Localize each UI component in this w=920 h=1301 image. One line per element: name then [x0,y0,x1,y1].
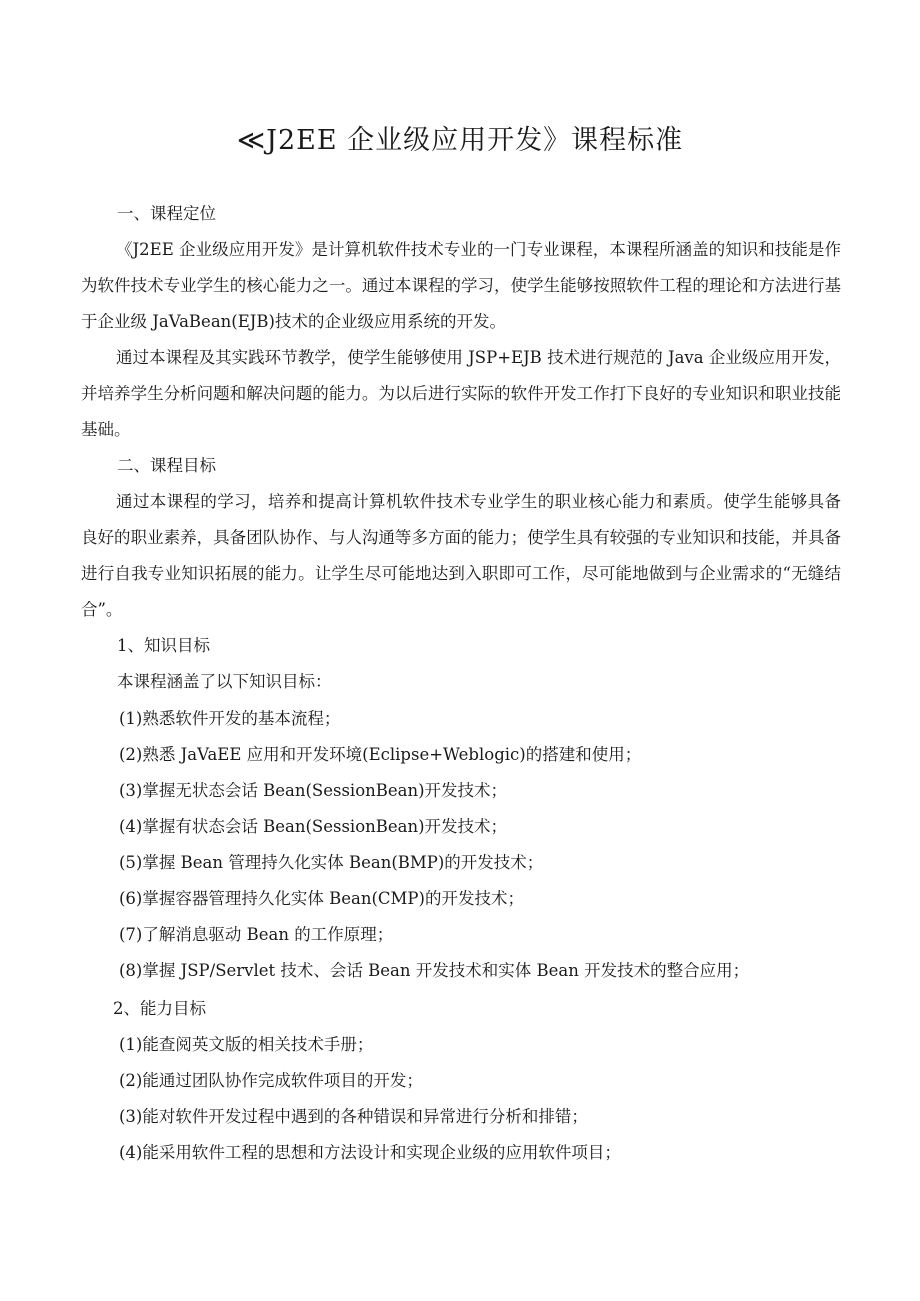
knowledge-heading: 1、知识目标 [117,636,210,655]
knowledge-item: (5)掌握 Bean 管理持久化实体 Bean(BMP)的开发技术； [119,853,544,872]
knowledge-item: (7)了解消息驱动 Bean 的工作原理； [119,925,394,944]
objectives-paragraph: 通过本课程的学习，培养和提高计算机软件技术专业学生的职业核心能力和素质。使学生能够具备良好的职业素养，具备团队协作、与人沟通等多方面的能力；使学生具有较强的专业知识和技能，并具备进行自我专业知识拓展的能力。让学生尽可能地达到入职即可工作，尽可能地做到与企业需求的“无缝结合”。 [81,492,841,619]
knowledge-item: (6)掌握容器管理持久化实体 Bean(CMP)的开发技术； [119,889,524,908]
positioning-paragraph-1: 《J2EE 企业级应用开发》是计算机软件技术专业的一门专业课程，本课程所涵盖的知识和技能是作为软件技术专业学生的核心能力之一。通过本课程的学习，使学生能够按照软件工程的理论和方法进行基于企业级 JaVaBean(EJB)技术的企业级应用系统的开发。 [81,240,841,331]
knowledge-item: (4)掌握有状态会话 Bean(SessionBean)开发技术； [119,817,508,836]
knowledge-item: (1)熟悉软件开发的基本流程； [119,709,341,728]
ability-item: (4)能采用软件工程的思想和方法设计和实现企业级的应用软件项目； [119,1143,621,1162]
section-heading-objectives: 二、课程目标 [117,456,216,475]
knowledge-item: (2)熟悉 JaVaEE 应用和开发环境(Eclipse+Weblogic)的搭建和使用； [119,745,642,764]
positioning-paragraph-2: 通过本课程及其实践环节教学，使学生能够使用 JSP+EJB 技术进行规范的 Java 企业级应用开发，并培养学生分析问题和解决问题的能力。为以后进行实际的软件开发工作打下良好的专业知识和职业技能基础。 [81,348,841,439]
ability-item: (1)能查阅英文版的相关技术手册； [119,1035,374,1054]
ability-item: (3)能对软件开发过程中遇到的各种错误和异常进行分析和排错； [119,1107,588,1126]
knowledge-item: (3)掌握无状态会话 Bean(SessionBean)开发技术； [119,781,508,800]
knowledge-intro: 本课程涵盖了以下知识目标： [117,672,332,691]
ability-item: (2)能通过团队协作完成软件项目的开发； [119,1071,423,1090]
knowledge-item: (8)掌握 JSP/Servlet 技术、会话 Bean 开发技术和实体 Bean 开发技术的整合应用； [119,961,750,980]
section-heading-positioning: 一、课程定位 [117,204,216,223]
ability-heading: 2、能力目标 [113,999,206,1018]
page-title: ≪J2EE 企业级应用开发》课程标准 [236,125,684,156]
